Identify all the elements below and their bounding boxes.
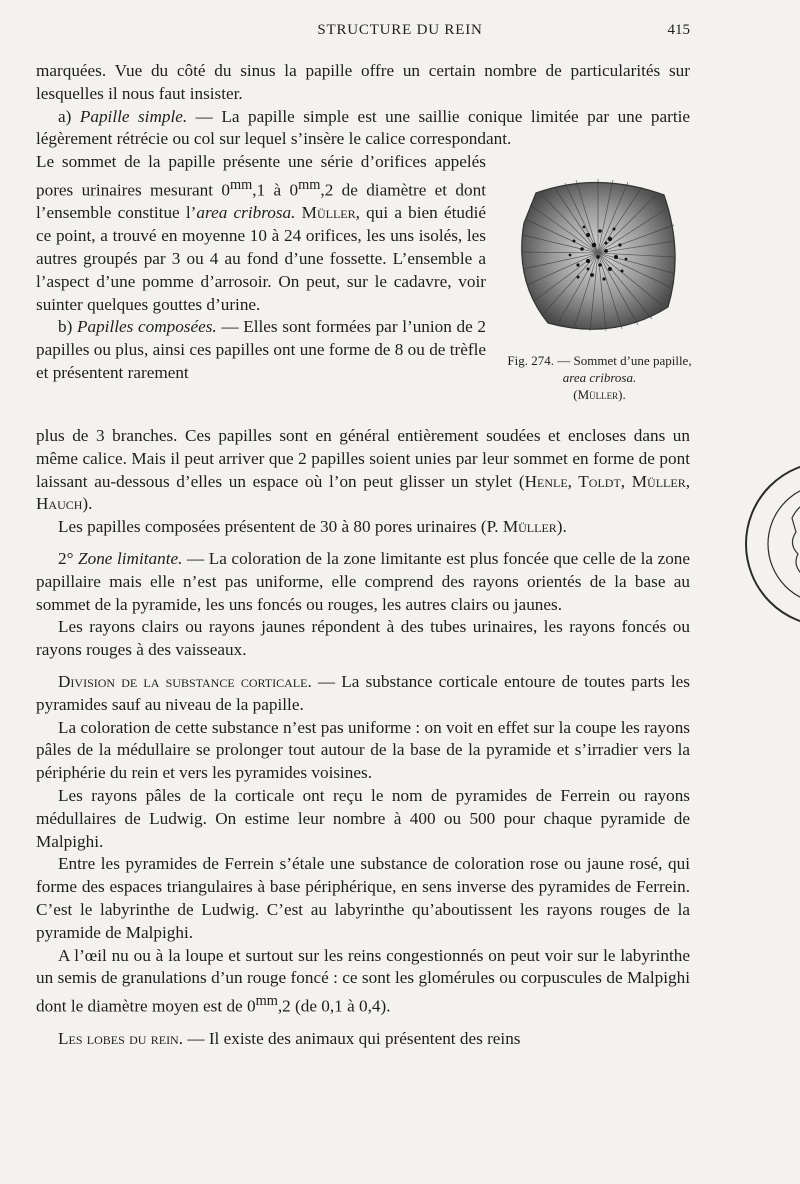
text-column-top [36, 60, 690, 151]
caption-text: Fig. 274. — Sommet d’une papille, [507, 353, 692, 368]
text-span: ). [556, 517, 567, 537]
unit-sup: mm [230, 176, 253, 193]
text-span: plus de 3 branches. Ces papilles sont en général entièrement soudées et encloses dans un même calice. Mais il peut arriver que 2 papilles soient unies par leur sommet en forme de pont laissant au-dessous d’elles un espace où l’on peut glisser un stylet ( [36, 426, 690, 491]
section-heading: Division de la substance corticale. [58, 671, 312, 691]
section-heading: Les lobes du rein. [58, 1028, 184, 1048]
author-name: Müller [295, 203, 356, 223]
figure-caption [507, 352, 692, 403]
text-span: ,2 de diamètre et dont l’ensemble constitue l’ [36, 180, 486, 223]
library-stamp [742, 458, 800, 630]
paragraph-heading: Papille simple. [79, 106, 188, 126]
paragraph-label: b) [58, 317, 77, 337]
stamp-seal [742, 458, 800, 630]
text-span: — La coloration de la zone limitante est plus foncée que celle de la zone papillaire mais elle n’est pas uniforme, elle comprend des rayons orientés de la base au sommet de la pyramide, les uns foncés ou rouges, les autres clairs ou jaunes. [36, 548, 691, 614]
paragraph-papille-simple-partial: — La papille simple est une saillie conique limitée par une partie légèrement rétrécie ou col sur lequel s’insère le calice correspondant. [36, 106, 690, 149]
paragraph-papilles-composees-cont [36, 425, 690, 516]
caption-author: (Müller). [573, 387, 626, 402]
paragraph-zone-limitante [36, 548, 690, 616]
paragraph-coloration: La coloration de cette substance n’est pas uniforme : on voit en effet sur la coupe les rayons pâles de la médullaire se prolonger tout autour de la base de la pyramide et s’irradier vers la périphérie du rein et vers les pyramides voisines. [36, 717, 690, 783]
paragraph-label: 2° [58, 548, 79, 568]
paragraph-division-corticale [36, 671, 690, 717]
page-number: 415 [667, 22, 690, 38]
paragraph-label: a) [58, 106, 80, 126]
unit-sup: mm [255, 993, 278, 1010]
paragraph-pores [36, 516, 690, 539]
paragraph-intro: marquées. Vue du côté du sinus la papille offre un certain nombre de particularités sur lesquelles il nous faut insister. [36, 61, 690, 103]
paragraph-papille-simple-lead [36, 106, 690, 152]
text-column-narrow [36, 151, 486, 385]
caption-term: area cribrosa. [562, 370, 637, 385]
paragraph-papille-simple-body [36, 151, 486, 316]
paragraph-lobes [36, 1028, 690, 1051]
paragraph-papilles-composees [36, 316, 486, 384]
text-span: — La substance corticale entoure de toutes parts les pyramides sauf au niveau de la papille. [36, 671, 690, 714]
text-span: ,2 (de 0,1 à 0,4). [277, 996, 391, 1016]
text-span: , qui a bien étudié ce point, a trouvé en moyenne 10 à 24 orifices, les uns isolés, les autres groupés par 3 ou 4 au fond d’une fossette. L’ensemble a l’aspect d’une pomme d’arrosoir. On peut, sur le cadavre, voir suinter quelques gouttes d’urine. [36, 203, 486, 314]
text-column-bottom [36, 425, 690, 1050]
text-span: — Il existe des animaux qui présentent des reins [183, 1028, 521, 1048]
unit-sup: mm [298, 176, 321, 193]
paragraph-rayons: Les rayons clairs ou rayons jaunes répondent à des tubes urinaires, les rayons foncés ou rayons rouges à des vaisseaux. [36, 617, 690, 660]
term-italic: area cribrosa. [196, 203, 296, 223]
text-span: ). [82, 494, 93, 514]
text-span: Les papilles composées présentent de 30 à 80 pores urinaires (P. [58, 517, 503, 537]
author-list: Henle, Toldt, Müller, Hauch [36, 471, 690, 514]
papilla-illustration [518, 173, 678, 335]
text-span: — Elles sont formées par l’union de 2 papilles ou plus, ainsi ces papilles ont une forme de 8 ou de trèfle et présentent rarement [36, 317, 486, 382]
paragraph-heading: Papilles composées. [76, 317, 217, 337]
text-span: A l’œil nu ou à la loupe et surtout sur les reins congestionnés on peut voir sur le labyrinthe un semis de granulations d’un rouge foncé : ce sont les glomérules ou corpuscules de Malpighi dont le diamètre moyen est de 0 [36, 945, 690, 1016]
paragraph-glomerules [36, 945, 690, 1019]
figure-area-cribrosa [518, 173, 678, 335]
paragraph-heading: Zone limitante. [78, 548, 183, 568]
text-span: ,1 à 0 [252, 180, 299, 200]
text-span: Le sommet de la papille présente une série d’orifices appelés pores urinaires mesurant 0 [36, 152, 486, 200]
paragraph-labyrinthe: Entre les pyramides de Ferrein s’étale une substance de coloration rose ou jaune rosé, qui forme des espaces triangulaires à base périphérique, en sens inverse des pyramides de Ferrein. C’est le labyrinthe de Ludwig. C’est au labyrinthe qu’aboutissent les rayons rouges de la pyramide de Malpighi. [36, 854, 690, 942]
author-name: Müller [502, 517, 557, 537]
running-header: STRUCTURE DU REIN [317, 22, 483, 38]
paragraph-ferrein: Les rayons pâles de la corticale ont reçu le nom de pyramides de Ferrein ou rayons médullaires de Ludwig. On estime leur nombre à 400 ou 500 pour chaque pyramide de Malpighi. [36, 785, 690, 851]
